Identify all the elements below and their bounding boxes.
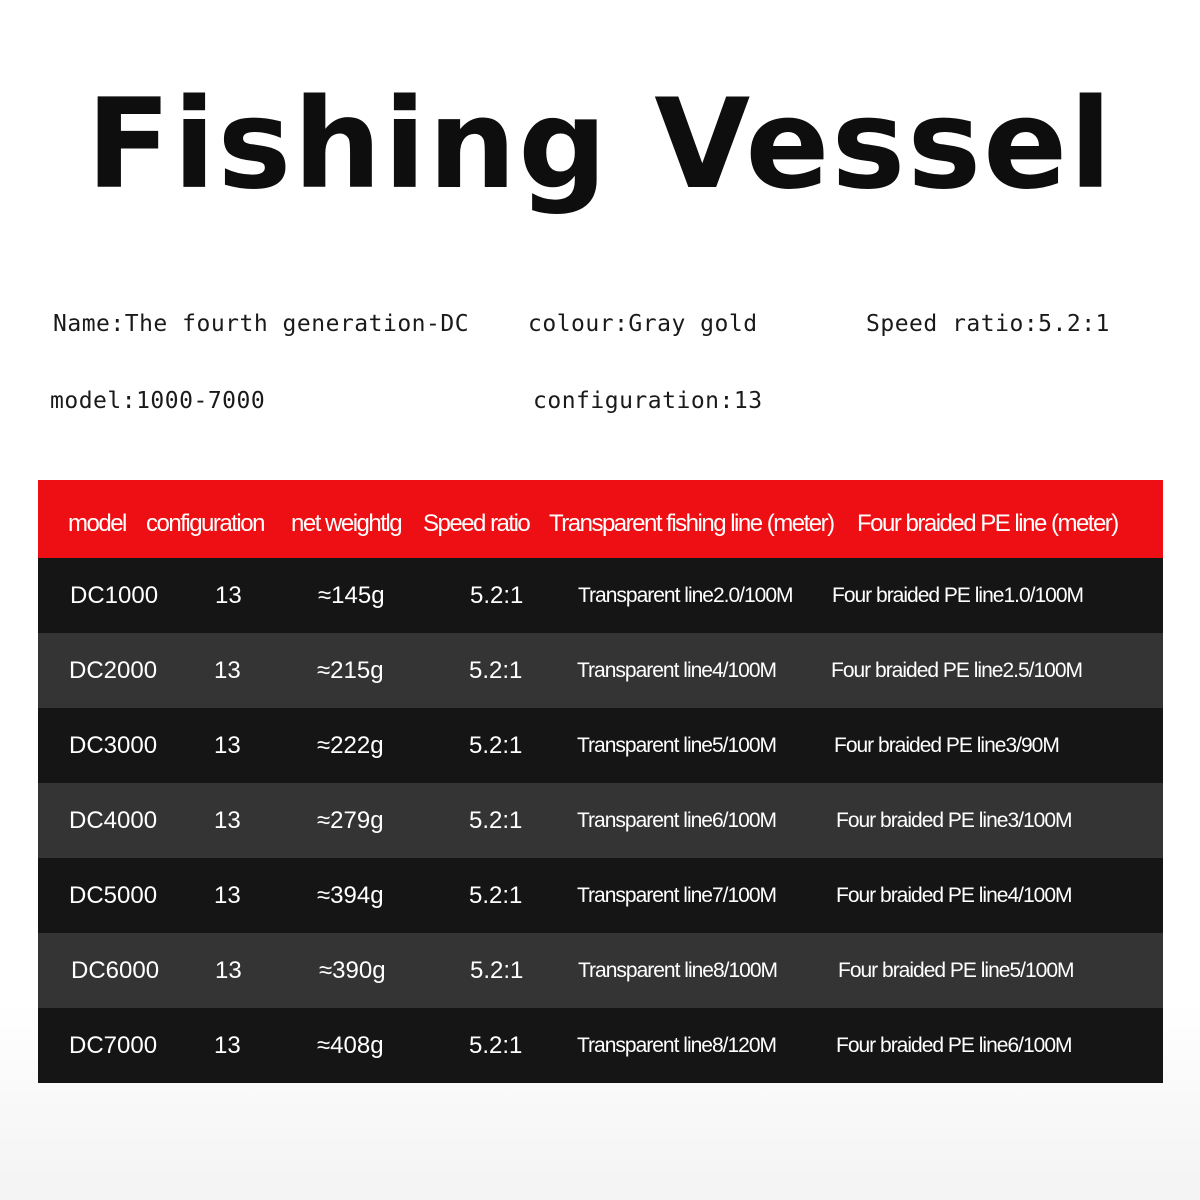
cell-configuration: 13 xyxy=(215,581,242,609)
cell-net-weight: ≈394g xyxy=(317,881,384,909)
cell-pe-line: Four braided PE line1.0/100M xyxy=(832,583,1083,607)
cell-transparent-line: Transparent line2.0/100M xyxy=(578,583,793,607)
table-row xyxy=(38,1008,1163,1083)
header-speed-ratio: Speed ratio xyxy=(423,510,530,537)
spec-colour: colour:Gray gold xyxy=(528,311,758,337)
header-pe-line: Four braided PE line (meter) xyxy=(857,510,1118,537)
cell-speed-ratio: 5.2:1 xyxy=(469,731,523,759)
spec-model: model:1000-7000 xyxy=(50,388,266,414)
cell-speed-ratio: 5.2:1 xyxy=(469,806,523,834)
cell-transparent-line: Transparent line8/100M xyxy=(578,958,778,982)
cell-net-weight: ≈215g xyxy=(317,656,384,684)
cell-net-weight: ≈279g xyxy=(317,806,384,834)
spec-table xyxy=(38,480,1163,1085)
cell-speed-ratio: 5.2:1 xyxy=(470,581,524,609)
table-row xyxy=(38,633,1163,708)
cell-model: DC7000 xyxy=(69,1031,158,1059)
header-transparent-line: Transparent fishing line (meter) xyxy=(549,510,834,537)
cell-model: DC4000 xyxy=(69,806,158,834)
table-row xyxy=(38,933,1163,1008)
cell-configuration: 13 xyxy=(214,881,241,909)
header-net-weight: net weightlg xyxy=(291,510,402,537)
spec-name: Name:The fourth generation-DC xyxy=(53,311,470,337)
cell-speed-ratio: 5.2:1 xyxy=(469,1031,523,1059)
cell-configuration: 13 xyxy=(214,1031,241,1059)
cell-net-weight: ≈145g xyxy=(318,581,385,609)
table-row xyxy=(38,558,1163,633)
cell-configuration: 13 xyxy=(214,731,241,759)
cell-model: DC5000 xyxy=(69,881,158,909)
cell-pe-line: Four braided PE line3/90M xyxy=(834,733,1059,757)
table-header-row xyxy=(38,480,1163,558)
cell-pe-line: Four braided PE line5/100M xyxy=(838,958,1074,982)
cell-net-weight: ≈222g xyxy=(317,731,384,759)
cell-model: DC2000 xyxy=(69,656,158,684)
cell-configuration: 13 xyxy=(215,956,242,984)
cell-model: DC3000 xyxy=(69,731,158,759)
header-configuration: configuration xyxy=(146,510,264,537)
cell-speed-ratio: 5.2:1 xyxy=(469,656,523,684)
cell-pe-line: Four braided PE line2.5/100M xyxy=(831,658,1082,682)
table-row xyxy=(38,783,1163,858)
cell-transparent-line: Transparent line5/100M xyxy=(577,733,777,757)
cell-transparent-line: Transparent line7/100M xyxy=(577,883,777,907)
cell-model: DC1000 xyxy=(70,581,159,609)
cell-speed-ratio: 5.2:1 xyxy=(469,881,523,909)
page-title: Fishing Vessel xyxy=(86,73,1114,217)
cell-configuration: 13 xyxy=(214,806,241,834)
cell-model: DC6000 xyxy=(71,956,160,984)
table-row xyxy=(38,858,1163,933)
cell-pe-line: Four braided PE line4/100M xyxy=(836,883,1072,907)
cell-transparent-line: Transparent line6/100M xyxy=(577,808,777,832)
cell-transparent-line: Transparent line8/120M xyxy=(577,1033,777,1057)
cell-net-weight: ≈390g xyxy=(319,956,386,984)
table-row xyxy=(38,708,1163,783)
cell-pe-line: Four braided PE line6/100M xyxy=(836,1033,1072,1057)
cell-pe-line: Four braided PE line3/100M xyxy=(836,808,1072,832)
spec-speed-ratio: Speed ratio:5.2:1 xyxy=(866,311,1110,337)
spec-configuration: configuration:13 xyxy=(533,388,763,414)
cell-configuration: 13 xyxy=(214,656,241,684)
cell-net-weight: ≈408g xyxy=(317,1031,384,1059)
header-model: model xyxy=(68,510,126,537)
cell-transparent-line: Transparent line4/100M xyxy=(577,658,777,682)
cell-speed-ratio: 5.2:1 xyxy=(470,956,524,984)
